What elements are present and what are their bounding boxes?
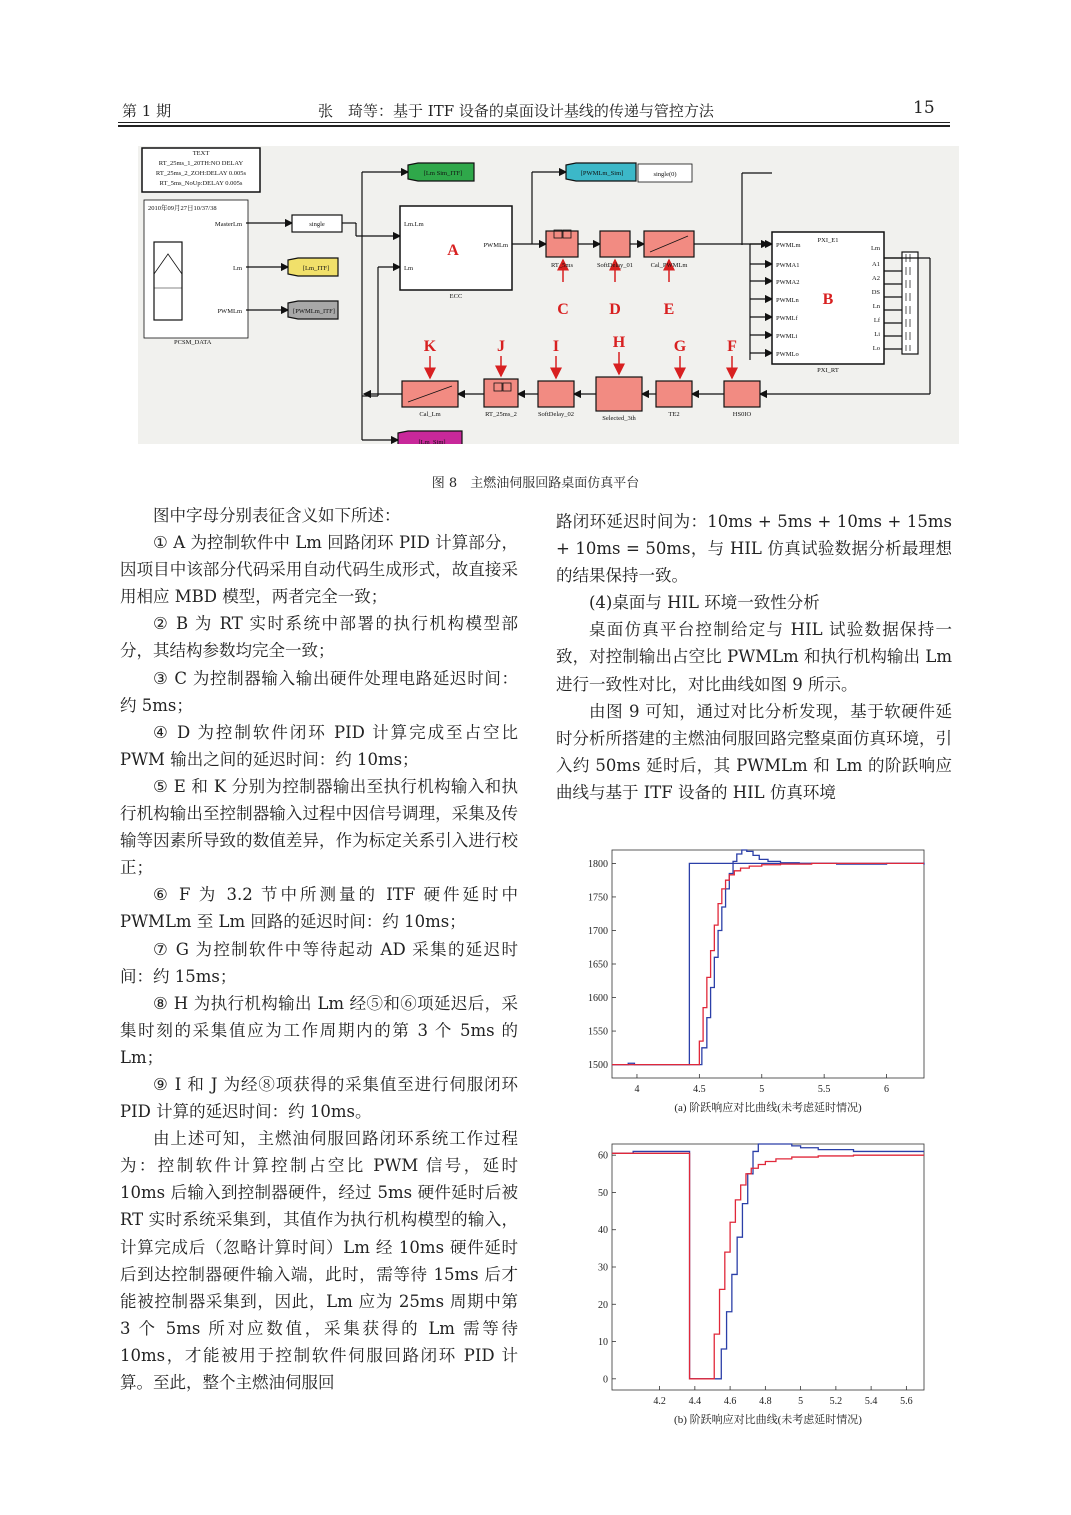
block-b-title: PXI_E1 (817, 237, 839, 244)
block-b-out: A2 (872, 275, 880, 282)
input-label: Lm (232, 265, 242, 272)
letter-h: H (612, 334, 626, 351)
letter-a: A (447, 242, 459, 259)
left-column (120, 502, 518, 1396)
x-tick-label: 5 (798, 1396, 804, 1407)
figure-8-simulink-diagram (138, 146, 959, 444)
series-line-blue (612, 850, 924, 1065)
block-b-out: Li (874, 331, 880, 338)
section-heading: (4)桌面与 HIL 环境一致性分析 (589, 593, 820, 613)
single0-label: single(0) (653, 171, 677, 178)
input-label: PWMLm (217, 308, 242, 315)
block-name: Cal_Lm (419, 411, 441, 418)
header-rule-thick (118, 125, 950, 127)
letter-f: F (727, 338, 737, 355)
paragraph: ⑧ H 为执行机构输出 Lm 经⑤和⑥项延迟后，采集时刻的采集值应为工作周期内的第 3 个 5ms 的 Lm； (120, 993, 518, 1067)
running-header (0, 96, 1071, 126)
hs0io-block (724, 381, 760, 407)
plot-frame (612, 850, 924, 1078)
block-name: SoftDelay_02 (537, 411, 575, 418)
block-b-out: DS (871, 289, 880, 296)
block-name: HS0IO (732, 411, 752, 418)
block-b-in: PWMA1 (776, 262, 800, 269)
y-tick-label: 1600 (588, 993, 608, 1005)
chart-caption: (a) 阶跃响应对比曲线(未考虑延时情况) (674, 1102, 862, 1114)
softdelay-01-block (600, 231, 630, 257)
text-box-line: RT_25ms_1_20TH:NO DELAY (158, 160, 244, 167)
y-tick-label: 20 (598, 1299, 608, 1311)
paragraph: ① A 为控制软件中 Lm 回路闭环 PID 计算部分，因项目中该部分代码采用自动代码生成形式，故直接采用相应 MBD 模型，两者完全一致； (120, 533, 518, 607)
block-name: RT_25ms_2 (485, 411, 517, 418)
y-tick-label: 50 (598, 1187, 608, 1199)
block-b-in: PWMLn (776, 297, 799, 304)
plot-frame (612, 1144, 924, 1390)
letter-b: B (822, 291, 834, 308)
block-b-in: PWMLf (776, 315, 798, 322)
text-box-line: RT_25ms_2_ZOH:DELAY 0.005s (155, 170, 247, 177)
block-a-name: ECC (449, 293, 463, 300)
softdelay-02-block (538, 381, 574, 407)
block-b-out: Lm (870, 245, 880, 252)
text-box-line: TEXT (192, 150, 210, 157)
block-b-out: Lo (872, 345, 880, 352)
series-line-blue (612, 1144, 924, 1379)
letter-k: K (423, 338, 437, 355)
x-tick-label: 5.6 (900, 1396, 913, 1407)
paragraph: ⑥ F 为 3.2 节中所测量的 ITF 硬件延时中 PWMLm 至 Lm 回路的延迟时间：约 10ms； (120, 885, 518, 932)
letter-i: I (552, 338, 560, 355)
paragraph: ⑨ I 和 J 为经⑧项获得的采集值至进行伺服闭环 PID 计算的延迟时间：约 10ms。 (120, 1074, 518, 1122)
paragraph: 由上述可知，主燃油伺服回路闭环系统工作过程为：控制软件计算控制占空比 PWM 信号，延时 10ms 后输入到控制器硬件，经过 5ms 硬件延时后被 RT 实时系统采集到，其值作为执行机构模型的输入，计算完成后（忽略计算时间）Lm 经 10ms 硬件延时后到达控制器硬件输入端，此时，需等待 15ms 后才能被控制器采集到，因此，Lm 应为 25ms 周期中第 3 个 5ms 所对应数值，采集获得的 Lm 需等待 10ms，才能被用于控制软件伺服回路闭环 PID 计算。至此，整个主燃油伺服回 (120, 1129, 518, 1392)
y-tick-label: 0 (603, 1374, 608, 1386)
x-tick-label: 4.6 (723, 1396, 737, 1407)
block-b-out: Lf (873, 317, 880, 324)
page-number: 15 (913, 98, 935, 118)
block-b-in: PWMA2 (776, 279, 800, 286)
letter-c: C (557, 301, 569, 318)
x-tick-label: 4.8 (759, 1396, 772, 1407)
block-b-in: PWMLo (776, 351, 799, 358)
running-title: 张 琦等：基于 ITF 设备的桌面设计基线的传递与管控方法 (318, 102, 714, 120)
block-b-name: PXI_RT (817, 367, 839, 374)
selected-3th-block (596, 377, 642, 411)
paragraph: 路闭环延迟时间为：10ms + 5ms + 10ms + 15ms + 10ms = 50ms，与 HIL 仿真试验数据分析最理想的结果保持一致。 (556, 512, 952, 586)
x-tick-label: 4 (634, 1084, 640, 1095)
letter-j: J (497, 338, 505, 355)
block-a-port: PWMLm (483, 242, 508, 249)
block-name: RT_5ms (550, 262, 574, 269)
input-label: MasterLm (214, 221, 242, 228)
x-tick-label: 6 (884, 1084, 890, 1095)
block-name: Selected_3th (602, 415, 636, 422)
goto-label: [PWMLm_Sim] (580, 170, 624, 177)
block-name: TE2 (668, 411, 680, 418)
paragraph: ④ D 为控制软件闭环 PID 计算完成至占空比 PWM 输出之间的延迟时间：约 10ms； (120, 722, 518, 769)
x-tick-label: 5.2 (829, 1396, 843, 1407)
te2-block (656, 381, 692, 407)
goto-label: [Lm_Sim] (418, 439, 446, 444)
x-tick-label: 5 (759, 1084, 765, 1095)
paragraph: 由图 9 可知，通过对比分析发现，基于软硬件延时分析所搭建的主燃油伺服回路完整桌面仿真环境，引入约 50ms 延时后，其 PWMLm 和 Lm 的阶跃响应曲线与基于 ITF 设备的 HIL 仿真环境 (556, 701, 952, 802)
y-tick-label: 40 (598, 1225, 608, 1237)
chart-a (570, 846, 940, 1121)
block-b-out: Ln (872, 303, 880, 310)
figure-8-caption: 图 8 主燃油伺服回路桌面仿真平台 (431, 476, 640, 491)
paragraph: ⑦ G 为控制软件中等待起动 AD 采集的延迟时间：约 15ms； (120, 939, 518, 986)
x-tick-label: 4.2 (653, 1396, 666, 1407)
paragraph: ③ C 为控制器输入输出硬件处理电路延迟时间：约 5ms； (120, 668, 518, 715)
y-tick-label: 1550 (588, 1026, 608, 1038)
series-line-reference (612, 863, 924, 1064)
block-a-port: Lm.Lm (404, 221, 424, 228)
right-column (556, 508, 952, 806)
paragraph: 图中字母分别表征含义如下所述： (153, 506, 401, 525)
block-b-in: PWMLi (776, 333, 798, 340)
scope-label: PCSM_DATA (174, 339, 212, 346)
letter-g: G (673, 338, 687, 355)
x-tick-label: 4.4 (688, 1396, 702, 1407)
goto-label: [PWMLm_ITF] (293, 308, 335, 315)
x-tick-label: 5.4 (864, 1396, 878, 1407)
series-line-red (612, 1153, 924, 1378)
letter-d: D (609, 301, 621, 318)
x-tick-label: 4.5 (693, 1084, 706, 1095)
issue-number: 第 1 期 (122, 102, 172, 120)
letter-e: E (663, 301, 675, 318)
block-a-port: Lm (404, 265, 414, 272)
y-tick-label: 1750 (588, 892, 608, 904)
chart-b (570, 1132, 940, 1427)
y-tick-label: 1700 (588, 925, 608, 937)
chart-caption: (b) 阶跃响应对比曲线(未考虑延时情况) (674, 1414, 862, 1426)
block-name: SoftDelay_01 (596, 262, 634, 269)
block-b-out: A1 (872, 261, 880, 268)
block-b-in: PWMLm (776, 242, 801, 249)
paragraph: 桌面仿真平台控制给定与 HIL 试验数据保持一致，对控制输出占空比 PWMLm 和执行机构输出 Lm 进行一致性对比，对比曲线如图 9 所示。 (556, 620, 952, 694)
scope-title: 2010年09月27日10/37/38 (148, 205, 217, 212)
paragraph: ② B 为 RT 实时系统中部署的执行机构模型部分，其结构参数均完全一致； (120, 614, 518, 661)
y-tick-label: 1650 (588, 959, 608, 971)
y-tick-label: 60 (598, 1150, 608, 1162)
goto-label: [Lm Sim_ITF] (423, 170, 463, 177)
text-box-line: RT_5ms_NoUp:DELAY 0.005s (159, 180, 243, 187)
series-line-red (612, 863, 924, 1064)
y-tick-label: 1500 (588, 1060, 608, 1072)
block-name: Cal_PWMLm (650, 262, 688, 269)
y-tick-label: 30 (598, 1262, 608, 1274)
paragraph: ⑤ E 和 K 分别为控制器输出至执行机构输入和执行机构输出至控制器输入过程中因信号调理，采集及传输等因素所导致的数值差异，作为标定关系引入进行校正； (120, 776, 518, 878)
header-rule (118, 122, 950, 123)
y-tick-label: 1800 (588, 858, 608, 870)
y-tick-label: 10 (598, 1337, 608, 1349)
goto-label: [Lm_ITF] (302, 265, 330, 272)
x-tick-label: 5.5 (817, 1084, 831, 1095)
single-label: single (309, 221, 325, 228)
